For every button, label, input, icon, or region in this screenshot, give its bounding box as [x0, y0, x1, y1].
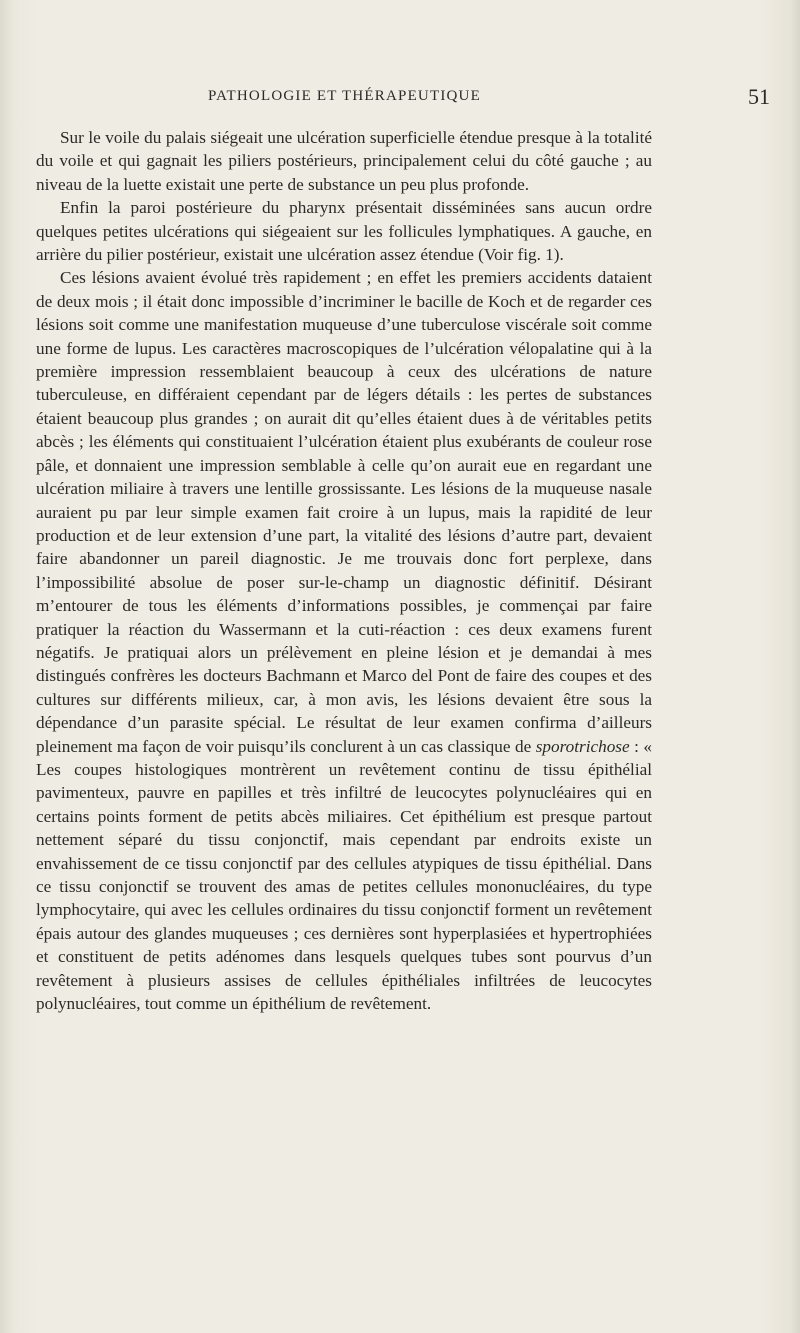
italic-term: sporotrichose [535, 736, 630, 756]
paragraph: Sur le voile du palais siégeait une ulcération superficielle étendue presque à la totalité du voile et qui gagnait les piliers postérieurs, principalement celui du côté gauche ; au niveau de la luette existait une perte de substance un peu plus profonde. [36, 128, 652, 194]
paragraph-text: : « Les coupes histologiques montrèrent un revêtement continu de tissu épithélial pavimenteux, pauvre en papilles et très infiltré de leucocytes polynucléaires qui en certains points forment de petits abcès miliaires. Cet épithélium est presque partout nettement séparé du tissu conjonctif, mais cependant par endroits existe un envahissement de ce tissu conjonctif par des cellules atypiques de tissu épithélial. Dans ce tissu conjonctif se trouvent des amas de petites cellules mononucléaires, du type lymphocytaire, qui avec les cellules ordinaires du tissu conjonctif forment un revêtement épais autour des glandes muqueuses ; ces dernières sont hyperplasiées et hypertrophiées et constituent de petits adénomes dans lesquels quelques tubes sont pourvus d’un revêtement à plusieurs assises de cellules épithéliales infiltrées de leucocytes polynucléaires, tout comme un épithélium de revêtement. [36, 736, 652, 1014]
page-number: 51 [748, 84, 770, 109]
paragraph-text: Ces lésions avaient évolué très rapidement ; en effet les premiers accidents dataient de deux mois ; il était donc impossible d’incriminer le bacille de Koch et de regarder ces lésions soit comme une manifestation muqueuse d’une tuberculose viscérale soit comme une forme de lupus. Les caractères macroscopiques de l’ulcération vélopalatine qui à la première impression ressemblaient beaucoup à ceux des ulcérations de nature tuberculeuse, en différaient cependant par de légers détails : les pertes de substances étaient beaucoup plus grandes ; on aurait dit qu’elles étaient dues à de véritables petits abcès ; les éléments qui constituaient l’ulcération étaient plus exubérants de couleur rose pâle, et donnaient une impression semblable à celle qu’on aurait eue en regardant une ulcération miliaire à travers une lentille grossissante. Les lésions de la muqueuse nasale auraient pu par leur simple examen fait croire à un lupus, mais la rapidité de leur production et de leur extension d’une part, la vitalité des lésions d’autre part, devaient faire abandonner un pareil diagnostic. Je me trouvais donc fort perplexe, dans l’impossibilité absolue de poser sur-le-champ un diagnostic définitif. Désirant m’entourer de tous les éléments d’informations possibles, je commençai par faire pratiquer la réaction du Wassermann et la cuti-réaction : ces deux examens furent négatifs. Je pratiquai alors un prélèvement en pleine lésion et je demandai à mes distingués confrères les docteurs Bachmann et Marco del Pont de faire des coupes et des cultures sur différents milieux, car, à mon avis, les lésions devaient être sous la dépendance d’un parasite spécial. Le résultat de leur examen confirma d’ailleurs pleinement ma façon de voir puisqu’ils conclurent à un cas classique de [36, 268, 652, 756]
body-text [36, 126, 652, 1015]
running-head [36, 84, 770, 110]
running-head-title: PATHOLOGIE ET THÉRAPEUTIQUE [208, 88, 481, 104]
paragraph: Enfin la paroi postérieure du pharynx présentait disséminées sans aucun ordre quelques petites ulcérations qui siégeaient sur les follicules lymphatiques. A gauche, en arrière du pilier postérieur, existait une ulcération assez étendue (Voir fig. 1). [36, 198, 652, 265]
paragraph [36, 266, 652, 1015]
